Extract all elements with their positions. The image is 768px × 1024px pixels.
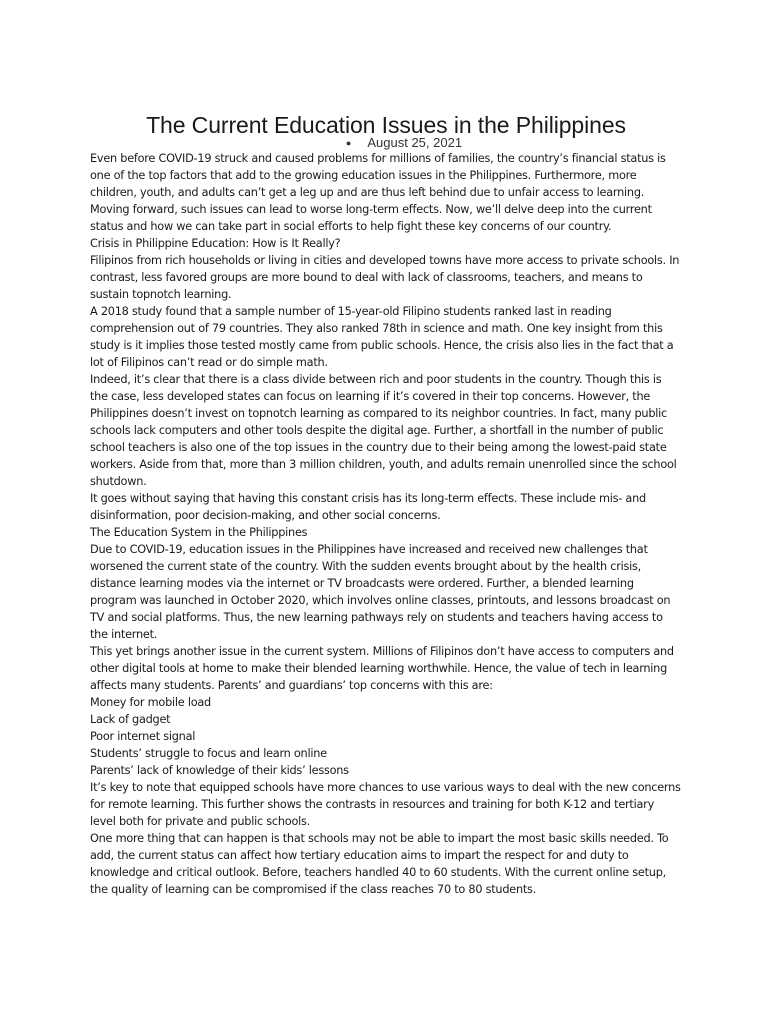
paragraph: It goes without saying that having this constant crisis has its long-term effects. These include mis- and disinformation, poor decision-making, and other social concerns. xyxy=(90,492,646,522)
paragraph: Filipinos from rich households or living in cities and developed towns have more access to private schools. In contrast, less favored groups are more bound to deal with lack of classrooms, teachers, and means to sustain topnotch learning. xyxy=(90,254,680,301)
paragraph: Even before COVID-19 struck and caused problems for millions of families, the country’s financial status is one of the top factors that add to the growing education issues in the Philippines. Furthermore, more children, youth, and adults can’t get a leg up and are thus left behind due to unfair access to learning. Moving forward, such issues can lead to worse long-term effects. Now, we’ll delve deep into the current status and how we can take part in social efforts to help fight these key concerns of our country. xyxy=(90,152,666,233)
document-title: The Current Education Issues in the Philippines xyxy=(146,112,626,138)
list-item: Poor internet signal xyxy=(90,730,196,743)
publish-date: August 25, 2021 xyxy=(367,135,463,150)
list-item: Parents’ lack of knowledge of their kids’ lessons xyxy=(90,764,349,777)
section-heading: Crisis in Philippine Education: How is It Really? xyxy=(90,237,341,250)
list-item: Money for mobile load xyxy=(90,696,211,709)
bullet-icon: ● xyxy=(345,138,352,148)
document-body xyxy=(90,150,682,898)
paragraph: A 2018 study found that a sample number of 15-year-old Filipino students ranked last in reading comprehension out of 79 countries. They also ranked 78th in science and math. One key insight from this study is it implies those tested mostly came from public schools. Hence, the crisis also lies in the fact that a lot of Filipinos can’t read or do simple math. xyxy=(90,305,674,369)
paragraph: One more thing that can happen is that schools may not be able to impart the most basic skills needed. To add, the current status can affect how tertiary education aims to impart the respect for and duty to knowledge and critical outlook. Before, teachers handled 40 to 60 students. With the current online setup, the quality of learning can be compromised if the class reaches 70 to 80 students. xyxy=(90,832,669,896)
paragraph: This yet brings another issue in the current system. Millions of Filipinos don’t have access to computers and other digital tools at home to make their blended learning worthwhile. Hence, the value of tech in learning affects many students. Parents’ and guardians’ top concerns with this are: xyxy=(90,645,674,692)
paragraph: It’s key to note that equipped schools have more chances to use various ways to deal with the new concerns for remote learning. This further shows the contrasts in resources and training for both K-12 and tertiary level both for private and public schools. xyxy=(90,781,681,828)
list-item: Students’ struggle to focus and learn online xyxy=(90,747,327,760)
paragraph: Indeed, it’s clear that there is a class divide between rich and poor students in the country. Though this is the case, less developed states can focus on learning if it’s covered in their top concerns. However, the Philippines doesn’t invest on topnotch learning as compared to its neighbor countries. In fact, many public schools lack computers and other tools despite the digital age. Further, a shortfall in the number of public school teachers is also one of the top issues in the country due to their being among the lowest-paid state workers. Aside from that, more than 3 million children, youth, and adults remain unenrolled since the school shutdown. xyxy=(90,373,677,488)
paragraph: Due to COVID-19, education issues in the Philippines have increased and received new challenges that worsened the current state of the country. With the sudden events brought about by the health crisis, distance learning modes via the internet or TV broadcasts were ordered. Further, a blended learning program was launched in October 2020, which involves online classes, printouts, and lessons broadcast on TV and social platforms. Thus, the new learning pathways rely on students and teachers having access to the internet. xyxy=(90,543,671,641)
section-heading: The Education System in the Philippines xyxy=(90,526,308,539)
list-item: Lack of gadget xyxy=(90,713,171,726)
document-page xyxy=(90,106,682,898)
